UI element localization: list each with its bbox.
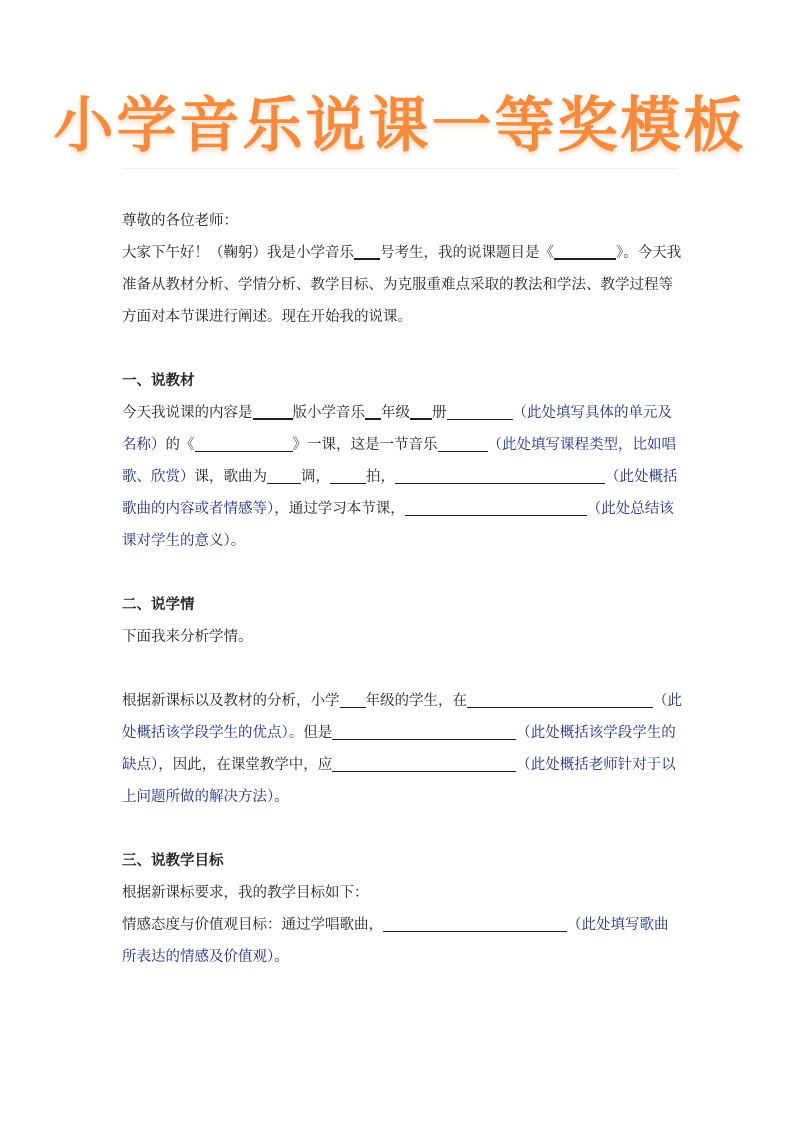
blank-candidate-number[interactable]: [354, 241, 380, 260]
blank-lesson-significance[interactable]: [405, 498, 587, 516]
blank-grade[interactable]: [365, 401, 381, 420]
blank-student-strengths[interactable]: [467, 690, 653, 708]
intro-paragraph: 大家下午好！（鞠躬）我是小学音乐 号考生，我的说课题目是《 》。今天我准备从教材分析、学情分析、教学目标、为克服重难点采取的教法和学法、教学过程等方面对本节课进行阐述。现在开始我的说课。: [122, 237, 682, 333]
document-body: [122, 205, 682, 973]
blank-lesson-title[interactable]: [554, 241, 616, 260]
blank-volume[interactable]: [410, 401, 432, 420]
blank-teaching-solution[interactable]: [332, 754, 516, 772]
students-paragraph: 根据新课标以及教材的分析，小学 年级的学生，在 （此处概括该学段学生的优点）。但是 （此处概括该学段学生的缺点），因此，在课堂教学中，应 （此处概括老师针对于以上问题所做的解决方法）。: [122, 685, 682, 813]
blank-student-grade[interactable]: [340, 690, 366, 708]
section-heading-objectives: 三、说教学目标: [122, 853, 224, 869]
textbook-paragraph: 今天我说课的内容是 版小学音乐 年级 册 （此处填写具体的单元及名称）的《 》一课，这是一节音乐 （此处填写课程类型，比如唱歌、欣赏）课，歌曲为 调， 拍， （此处概括歌曲的内容或者情感等），通过学习本节课， （此处总结该课对学生的意义）。: [122, 397, 682, 557]
page-title: 小学音乐说课一等奖模板: [53, 91, 747, 161]
title-divider: [122, 168, 678, 169]
blank-student-weaknesses[interactable]: [332, 722, 516, 740]
section-heading-textbook: 一、说教材: [122, 373, 195, 389]
blank-emotion-values[interactable]: [383, 914, 567, 932]
blank-song-content[interactable]: [395, 466, 605, 484]
blank-lesson-type[interactable]: [438, 434, 488, 452]
blank-meter[interactable]: [330, 466, 366, 484]
blank-edition[interactable]: [253, 401, 293, 420]
objectives-paragraph: 情感态度与价值观目标：通过学唱歌曲， （此处填写歌曲所表达的情感及价值观）。: [122, 909, 682, 973]
blank-key[interactable]: [267, 466, 301, 484]
section-heading-students: 二、说学情: [122, 597, 195, 613]
blank-lesson-name[interactable]: [195, 434, 293, 452]
objectives-intro: 根据新课标要求，我的教学目标如下：: [122, 885, 369, 901]
students-intro: 下面我来分析学情。: [122, 629, 253, 645]
blank-unit[interactable]: [447, 402, 513, 420]
greeting: 尊敬的各位老师：: [122, 213, 238, 229]
